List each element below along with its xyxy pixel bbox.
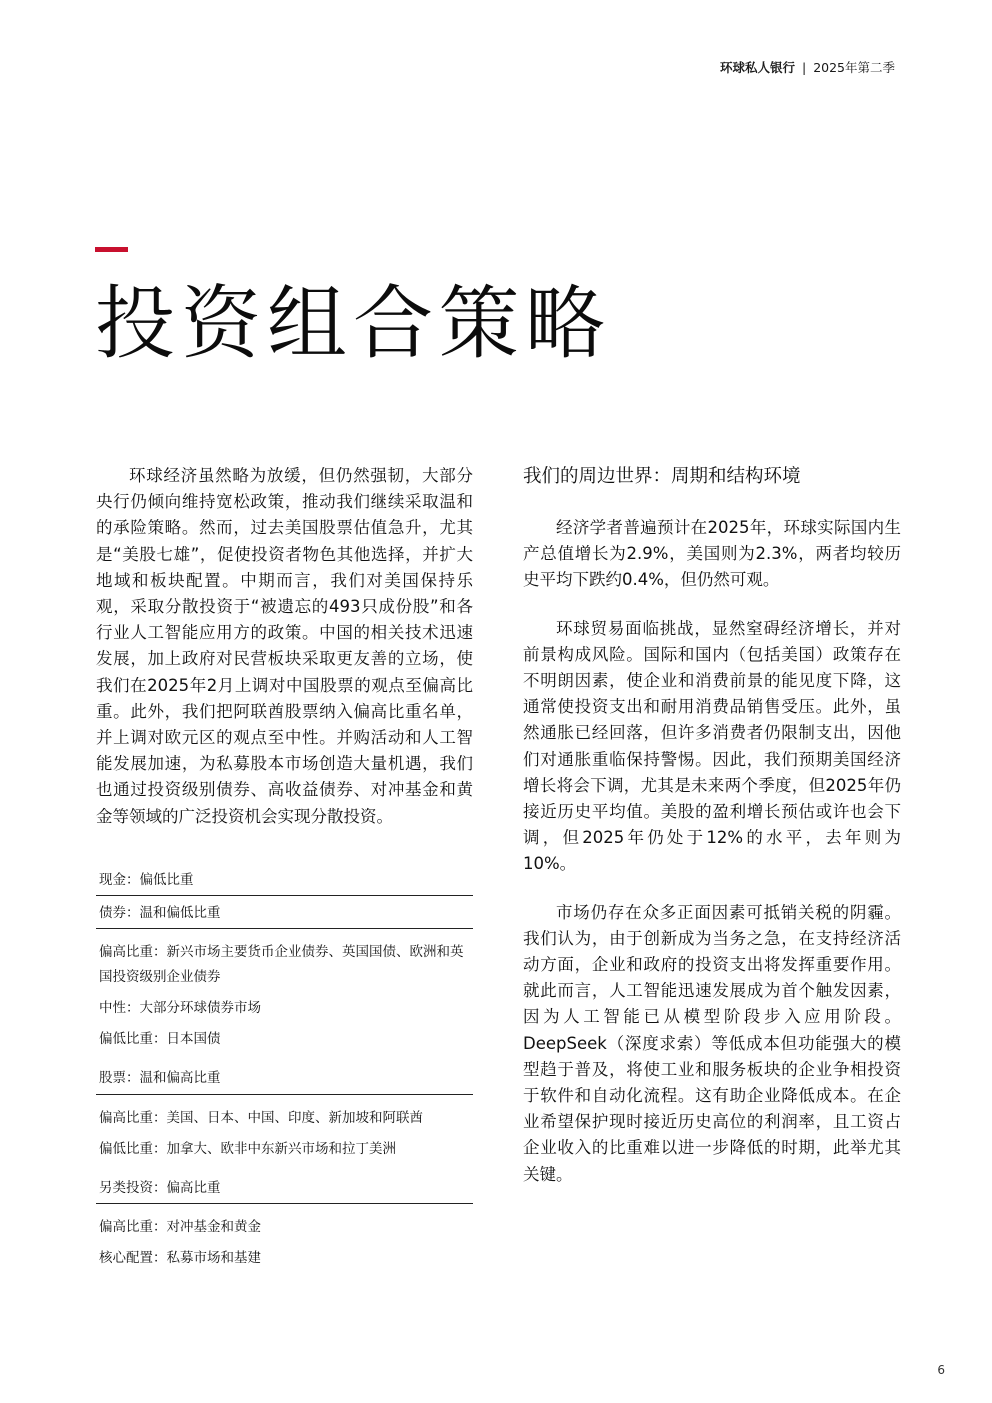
allocation-item: 偏高比重：新兴市场主要货币企业债券、英国国债、欧洲和英国投资级别企业债券 (99, 944, 464, 986)
allocation-cash-heading: 现金：偏低比重 (96, 863, 473, 896)
allocation-item: 偏低比重：加拿大、欧非中东新兴市场和拉丁美洲 (99, 1140, 396, 1157)
allocation-bonds-list (96, 935, 473, 1061)
allocation-bonds-heading: 债券：温和偏低比重 (96, 896, 473, 929)
header-brand: 环球私人银行 (719, 60, 795, 75)
allocation-item: 中性：大部分环球债券市场 (99, 1000, 261, 1017)
title-accent-bar (95, 247, 128, 252)
allocation-item: 偏高比重：美国、日本、中国、印度、新加坡和阿联酋 (99, 1109, 423, 1126)
allocation-alternatives-list (96, 1210, 473, 1280)
left-column (96, 463, 473, 1280)
header-period: 2025年第二季 (813, 60, 895, 75)
page-number: 6 (937, 1363, 945, 1377)
allocation-item: 核心配置：私募市场和基建 (99, 1249, 261, 1266)
section-heading: 我们的周边世界：周期和结构环境 (523, 466, 801, 487)
positive-factors-paragraph: 市场仍存在众多正面因素可抵销关税的阴霾。我们认为，由于创新成为当务之急，在支持经济活动方面，企业和政府的投资支出将发挥重要作用。就此而言，人工智能迅速发展成为首个触发因素，因为人工智能已从模型阶段步入应用阶段。DeepSeek（深度求索）等低成本但功能强大的模型趋于普及，将使工业和服务板块的企业争相投资于软件和自动化流程。这有助企业降低成本。在企业希望保护现时接近历史高位的利润率，且工资占企业收入的比重难以进一步降低的时期，此举尤其关键。 (523, 902, 901, 1184)
allocation-equities-heading: 股票：温和偏高比重 (96, 1061, 473, 1094)
allocation-summary (96, 863, 473, 1280)
running-header (720, 58, 895, 76)
allocation-alternatives-heading: 另类投资：偏高比重 (96, 1171, 473, 1204)
trade-risk-paragraph: 环球贸易面临挑战，显然窒碍经济增长，并对前景构成风险。国际和国内（包括美国）政策存在不明朗因素，使企业和消费前景的能见度下降，这通常使投资支出和耐用消费品销售受压。此外，虽然通胀已经回落，但许多消费者仍限制支出，因他们对通胀重临保持警惕。因此，我们预期美国经济增长将会下调，尤其是未来两个季度，但2025年仍接近历史平均值。美股的盈利增长预估或许也会下调，但2025年仍处于12%的水平，去年则为10%。 (523, 618, 901, 874)
allocation-item: 偏高比重：对冲基金和黄金 (99, 1218, 261, 1235)
growth-outlook-paragraph: 经济学者普遍预计在2025年，环球实际国内生产总值增长为2.9%，美国则为2.3%，两者均较历史平均下跌约0.4%，但仍然可观。 (523, 518, 901, 590)
allocation-item: 偏低比重：日本国债 (99, 1031, 221, 1048)
page-title: 投资组合策略 (95, 277, 611, 370)
right-column (523, 463, 901, 1210)
allocation-equities-list (96, 1101, 473, 1171)
intro-paragraph: 环球经济虽然略为放缓，但仍然强韧，大部分央行仍倾向维持宽松政策，推动我们继续采取温和的承险策略。然而，过去美国股票估值急升，尤其是“美股七雄”，促使投资者物色其他选择，并扩大地域和板块配置。中期而言，我们对美国保持乐观，采取分散投资于“被遗忘的493只成份股”和各行业人工智能应用方的政策。中国的相关技术迅速发展，加上政府对民营板块采取更友善的立场，使我们在2025年2月上调对中国股票的观点至偏高比重。此外，我们把阿联酋股票纳入偏高比重名单，并上调对欧元区的观点至中性。并购活动和人工智能发展加速，为私募股本市场创造大量机遇，我们也通过投资级别债券、高收益债券、对冲基金和黄金等领域的广泛投资机会实现分散投资。 (96, 466, 473, 826)
header-separator: | (801, 60, 807, 75)
